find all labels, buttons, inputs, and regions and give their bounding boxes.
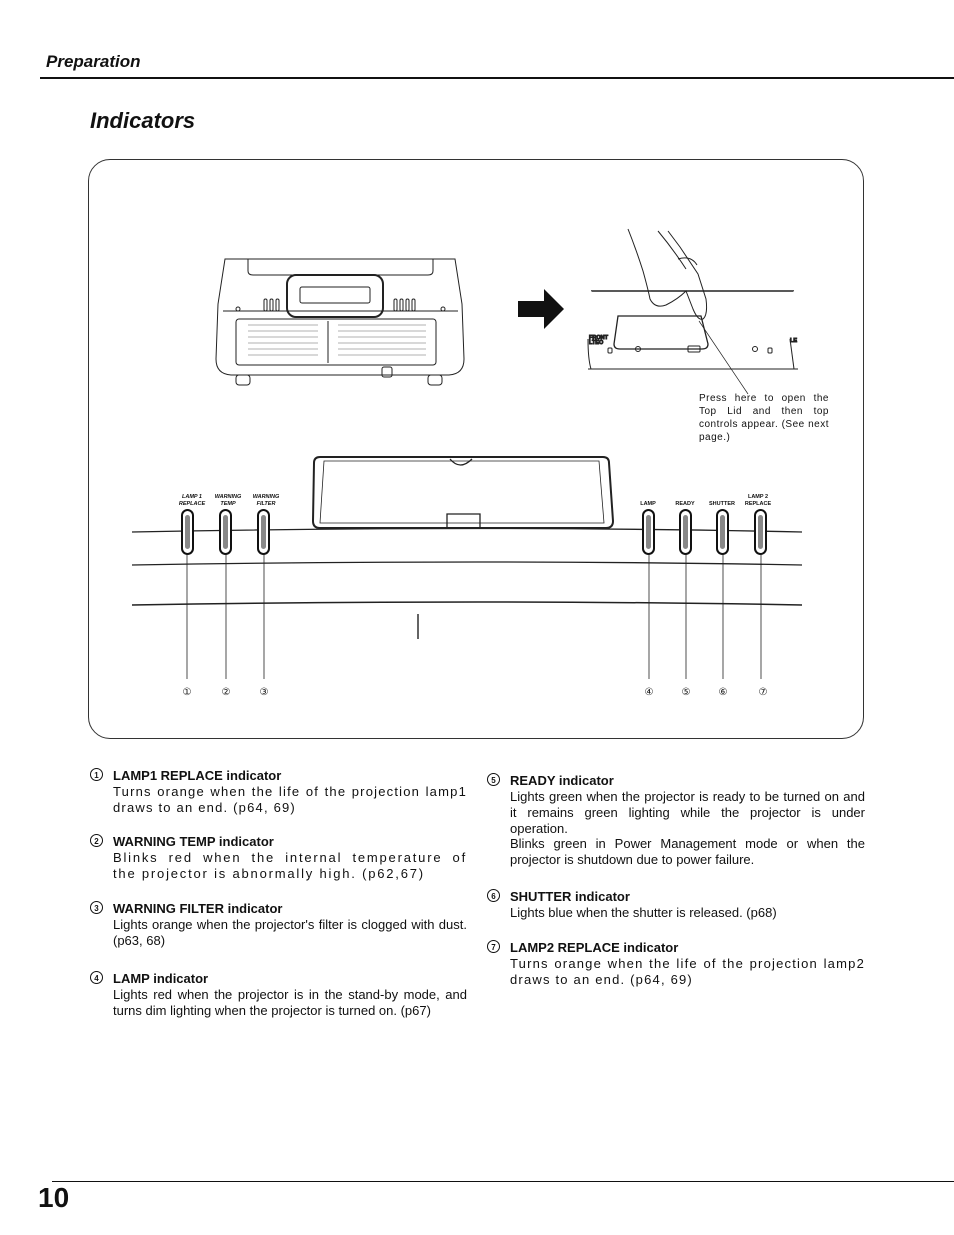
- diagram-number-6: ⑥: [718, 687, 728, 698]
- item-number: 3: [90, 901, 103, 914]
- label-filter-line2: FILTER: [256, 501, 276, 507]
- indicator-item-3: [90, 901, 467, 951]
- item-description-extra: Blinks green in Power Management mode or when the projector is shutdown due to power failure.: [510, 836, 865, 867]
- item-description: Lights green when the projector is ready to be turned on and it remains green lighting while the projector is under operation.: [510, 789, 865, 836]
- leader-lines: [187, 554, 761, 679]
- item-description: Turns orange when the life of the projection lamp2 draws to an end. (p64, 69): [510, 956, 865, 987]
- diagram-number-7: ⑦: [758, 687, 768, 698]
- page-title: Indicators: [90, 108, 196, 133]
- item-title: WARNING FILTER indicator: [113, 901, 283, 916]
- item-description: Lights blue when the shutter is released. (p68): [510, 905, 777, 920]
- label-lamp2-line1: LAMP 2: [747, 494, 769, 500]
- label-filter-line1: WARNING: [252, 494, 280, 500]
- diagram-number-1: ①: [182, 687, 192, 698]
- indicator-item-1: [90, 768, 467, 818]
- diagram-number-4: ④: [644, 687, 654, 698]
- item-number: 6: [487, 889, 500, 902]
- item-number: 2: [90, 834, 103, 847]
- label-shutter: SHUTTER: [709, 501, 735, 507]
- control-panel-outline: [132, 529, 802, 640]
- label-lamp: LAMP: [640, 501, 656, 507]
- section-label: Preparation: [46, 52, 141, 71]
- arrow-right-icon: [518, 289, 564, 329]
- item-number: 4: [90, 971, 103, 984]
- label-lamp2-line2: REPLACE: [744, 501, 772, 507]
- item-title: LAMP indicator: [113, 971, 209, 986]
- label-ready: READY: [675, 501, 695, 507]
- indicator-item-5: [487, 773, 864, 869]
- item-title: LAMP1 REPLACE indicator: [113, 768, 282, 783]
- item-number: 5: [487, 773, 500, 786]
- diagram-number-2: ②: [221, 687, 231, 698]
- item-number: 1: [90, 768, 103, 781]
- item-description: Blinks red when the internal temperature of the projector is abnormally high. (p62,67): [113, 850, 467, 881]
- item-title: WARNING TEMP indicator: [113, 834, 274, 849]
- indicator-item-7: [487, 940, 864, 990]
- diagram-number-5: ⑤: [681, 687, 691, 698]
- item-title: LAMP2 REPLACE indicator: [510, 940, 679, 955]
- le-label: LE: [790, 338, 798, 344]
- indicator-item-6: [487, 889, 864, 923]
- item-number: 7: [487, 940, 500, 953]
- projector-illustration: [216, 259, 464, 385]
- item-description: Turns orange when the life of the projection lamp1 draws to an end. (p64, 69): [113, 784, 467, 815]
- lid-callout-text: Press here to open the Top Lid and then top controls appear. (See next page.): [699, 393, 829, 443]
- diagram-number-3: ③: [259, 687, 269, 698]
- label-temp-line1: WARNING: [214, 494, 242, 500]
- item-title: SHUTTER indicator: [510, 889, 630, 904]
- open-lid-illustration: [313, 457, 613, 528]
- indicator-item-2: [90, 834, 467, 884]
- footer-rule: [52, 1181, 954, 1182]
- header-rule: [40, 77, 954, 79]
- label-lamp1-line1: LAMP 1: [182, 494, 202, 500]
- lteo-label: LTEO: [589, 340, 604, 346]
- indicator-item-4: [90, 971, 467, 1037]
- label-temp-line2: TEMP: [220, 501, 236, 507]
- item-description: Lights orange when the projector's filter is clogged with dust. (p63, 68): [113, 917, 467, 948]
- label-lamp1-line2: REPLACE: [178, 501, 206, 507]
- indicators-diagram: [88, 159, 864, 739]
- item-title: READY indicator: [510, 773, 614, 788]
- top-lid-detail: [588, 229, 798, 394]
- item-description: Lights red when the projector is in the stand-by mode, and turns dim lighting when the projector is turned on. (p67): [113, 987, 467, 1018]
- front-label: FRONT: [589, 335, 608, 341]
- page-number: 10: [38, 1182, 70, 1213]
